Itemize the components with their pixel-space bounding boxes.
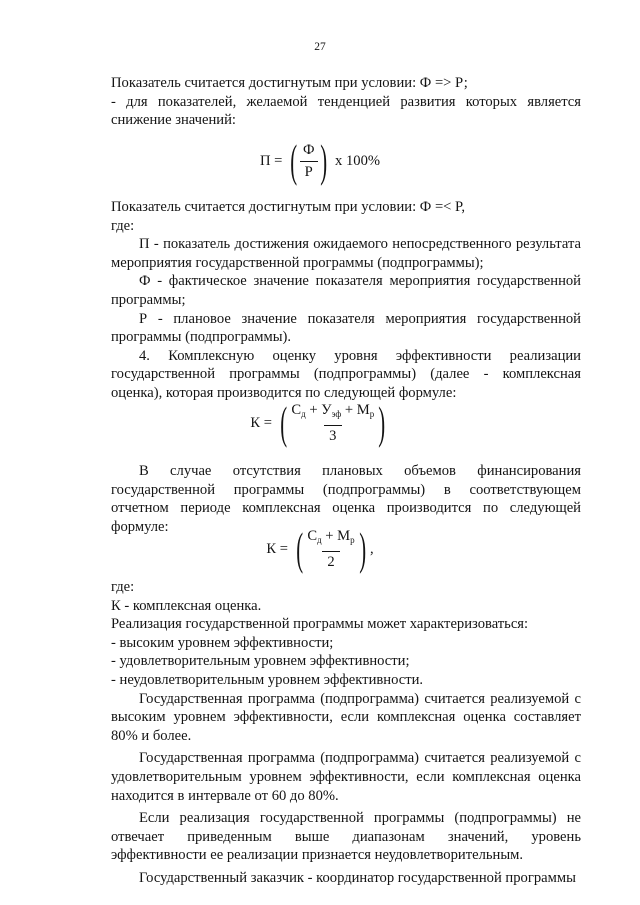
paragraph: Показатель считается достигнутым при условии: Ф => Р; <box>111 75 468 91</box>
denominator: 2 <box>322 551 340 572</box>
fraction <box>305 527 356 571</box>
left-paren: ( <box>290 135 298 186</box>
denominator: 3 <box>324 425 342 446</box>
fraction <box>289 401 376 445</box>
paragraph: Показатель считается достигнутым при условии: Ф =< Р, <box>111 199 465 215</box>
paragraph: 4. Комплексную оценку уровня эффективности реализации государственной программы (подпрограммы) (далее - комплексная оценка), которая производится по следующей формуле: <box>111 347 581 401</box>
fraction <box>300 141 318 181</box>
paragraph: - для показателей, желаемой тенденцией развития которых является снижение значений: <box>111 93 581 129</box>
formula-complex-score <box>0 397 640 448</box>
list-item: - неудовлетворительным уровнем эффективности. <box>111 671 424 688</box>
formula-efficiency-index <box>0 135 640 186</box>
right-paren: ) <box>358 523 366 574</box>
paragraph: где: <box>111 579 135 595</box>
text-block-4 <box>111 578 581 888</box>
formula-lhs: К = <box>250 414 273 431</box>
formula-complex-score-no-funding <box>0 523 640 574</box>
paragraph: В случае отсутствия плановых объемов финансирования государственной программы (подпрограммы) в соответствующем отчетном периоде комплексная оценка производится по следующей формуле: <box>111 463 581 535</box>
list-item: - удовлетворительным уровнем эффективности; <box>111 653 410 670</box>
formula-tail: , <box>369 540 374 557</box>
formula-tail: х 100% <box>335 152 381 169</box>
right-paren: ) <box>319 135 327 186</box>
paragraph: Государственный заказчик - координатор государственной программы <box>139 869 576 886</box>
denominator: Р <box>300 161 318 182</box>
paragraph: Реализация государственной программы может характеризоваться: <box>111 616 529 633</box>
right-paren: ) <box>378 397 386 448</box>
left-paren: ( <box>296 523 304 574</box>
left-paren: ( <box>280 397 288 448</box>
text-block-1 <box>111 74 581 130</box>
formula-lhs: К = <box>266 540 288 557</box>
numerator: $С_д + У_{эф} + М_р$ <box>291 401 375 419</box>
text-block-2 <box>111 198 581 403</box>
paragraph: Государственная программа (подпрограмма) считается реализуемой с высоким уровнем эффективности, если комплексная оценка составляет 80% и более. <box>111 690 581 744</box>
paragraph: Р - плановое значение показателя мероприятия государственной программы (подпрограммы). <box>111 310 581 346</box>
numerator: Ф <box>302 141 315 158</box>
paragraph: Ф - фактическое значение показателя мероприятия государственной программы; <box>111 273 581 308</box>
numerator: $С_д + М_р$ <box>307 527 355 545</box>
formula-lhs: П = <box>259 152 283 169</box>
page-number: 27 <box>314 41 326 53</box>
paragraph: К - комплексная оценка. <box>111 597 262 614</box>
list-item: - высоким уровнем эффективности; <box>111 634 334 651</box>
paragraph: Если реализация государственной программы (подпрограммы) не отвечает приведенным выше диапазонам значений, уровень эффективности ее реализации признается неудовлетворительным. <box>111 810 581 864</box>
paragraph: П - показатель достижения ожидаемого непосредственного результата мероприятия государственной программы (подпрограммы); <box>111 236 581 271</box>
paragraph: где: <box>111 217 135 234</box>
paragraph: Государственная программа (подпрограмма) считается реализуемой с удовлетворительным уровнем эффективности, если комплексная оценка находится в интервале от 60 до 80%. <box>111 750 581 804</box>
